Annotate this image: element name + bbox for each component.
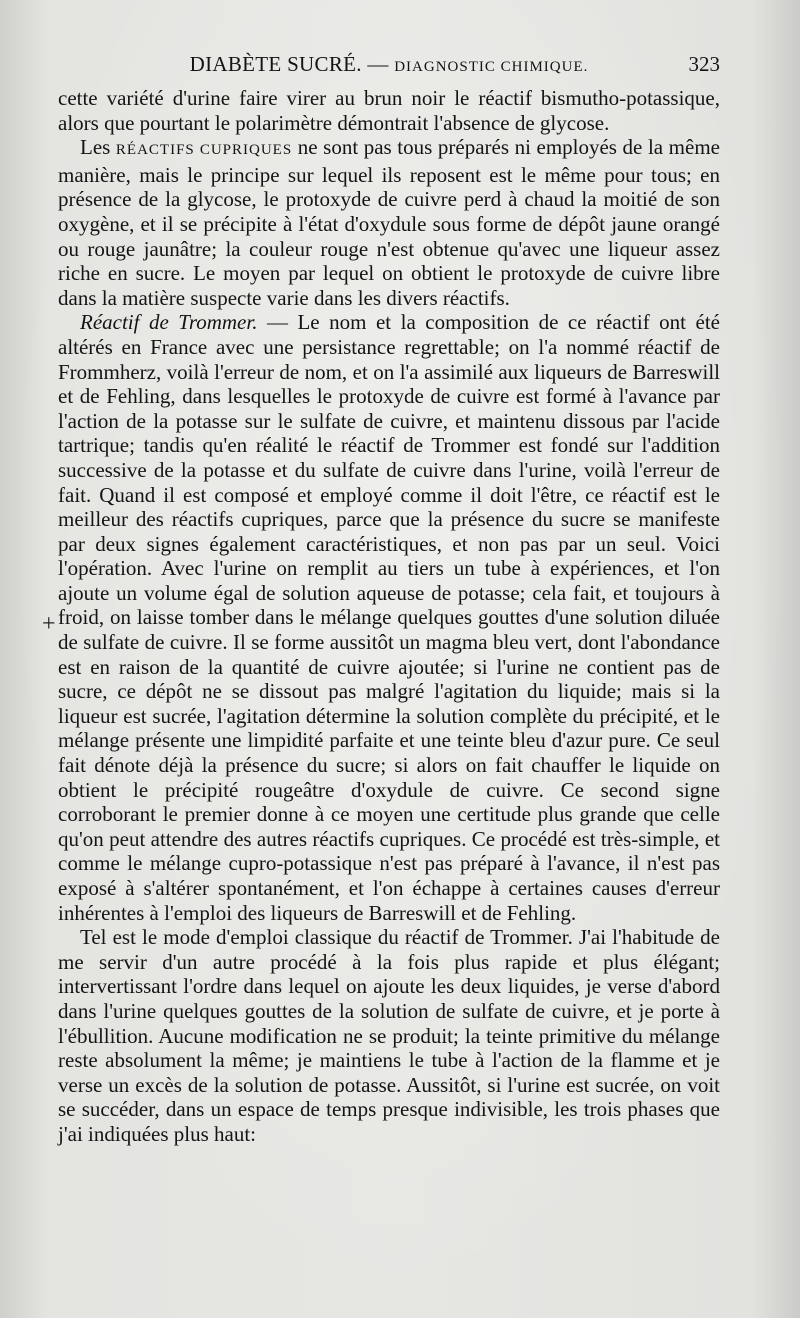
running-title-main: DIABÈTE SUCRÉ. xyxy=(189,52,362,76)
paragraph-reactif-trommer xyxy=(58,310,720,925)
body-text xyxy=(58,86,720,1147)
running-header xyxy=(58,50,720,78)
paragraph-text: Tel est le mode d'emploi classique du réactif de Trommer. J'ai l'habitude de me servir d'un autre procédé à la fois plus rapide et plus élégant; intervertissant l'ordre dans lequel on ajoute les deux liquides, je verse d'abord dans l'urine quelques gouttes de la solution de sulfate de cuivre, et je porte à l'ébullition. Aucune modification ne se produit; la teinte primitive du mélange reste absolument la même; je maintiens le tube à l'action de la flamme et je verse un excès de la solution de potasse. Aussitôt, si l'urine est sucrée, on voit se succéder, dans un espace de temps presque indivisible, les trois phases que j'ai indiquées plus haut: xyxy=(58,925,720,1146)
paragraph-text: ne sont pas tous préparés ni employés de la même manière, mais le principe sur lequel ils reposent est le même pour tous; en présence de la glycose, le protoxyde de cuivre perd à chaud la moitié de son oxygène, et il se précipite à l'état d'oxydule sous forme de dépôt jaune orangé ou rouge jaunâtre; la couleur rouge n'est obtenue qu'avec une liqueur assez riche en sucre. Le moyen par lequel on obtient le protoxyde de cuivre libre dans la matière suspecte varie dans les divers réactifs. xyxy=(58,135,720,310)
section-heading-italic: Réactif de Trommer. xyxy=(80,310,258,335)
running-title-separator: — xyxy=(361,52,395,76)
margin-annotation-mark: + xyxy=(42,611,56,637)
paragraph-mode-emploi xyxy=(58,925,720,1146)
paragraph-smallcaps-term: RÉACTIFS CUPRIQUES xyxy=(115,142,293,159)
paragraph-reactifs-cupriques xyxy=(58,135,720,310)
running-title-sub: DIAGNOSTIC CHIMIQUE. xyxy=(394,59,589,75)
paragraph-text: — Le nom et la composition de ce réactif ont été altérés en France avec une persistance regrettable; on l'a nommé réactif de Frommherz, voilà l'erreur de nom, et on l'a assimilé aux liqueurs de Barreswill et de Fehling, dans lesquelles le protoxyde de cuivre est formé à l'avance par l'action de la potasse sur le sulfate de cuivre, et maintenu dissous par l'acide tartrique; tandis qu'en réalité le réactif de Trommer est fondé sur l'addition successive de la potasse et du sulfate de cuivre dans l'urine, voilà l'erreur de fait. Quand il est composé et employé comme il doit l'être, ce réactif est le meilleur des réactifs cupriques, parce que la présence du sucre se manifeste par deux signes également caractéristiques, et non pas par un seul. Voici l'opération. Avec l'urine on remplit au tiers un tube à expériences, et l'on ajoute un volume égal de solution aqueuse de potasse; cela fait, et toujours à froid, on laisse tomber dans le mélange quelques gouttes d'une solution diluée de sulfate de cuivre. Il se forme aussitôt un magma bleu vert, dont l'abondance est en raison de la quantité de cuivre ajoutée; si l'urine ne contient pas de sucre, ce dépôt ne se dissout pas malgré l'agitation du liquide; mais si la liqueur est sucrée, l'agitation détermine la solution complète du précipité, et le mélange présente une limpidité parfaite et une teinte bleu d'azur pure. Ce seul fait dénote déjà la présence du sucre; si alors on fait chauffer le liquide on obtient le précipité rougeâtre d'oxydule de cuivre. Ce second signe corroborant le premier donne à ce moyen une certitude plus grande que celle qu'on peut attendre des autres réactifs cupriques. Ce procédé est très-simple, et comme le mélange cupro-potassique n'est pas préparé à l'avance, il n'est pas exposé à s'altérer spontanément, et l'on échappe à certaines causes d'erreur inhérentes à l'emploi des liqueurs de Barreswill et de Fehling. xyxy=(58,310,720,925)
paragraph-lead: Les xyxy=(80,135,116,160)
running-title xyxy=(58,50,720,81)
paragraph-text: cette variété d'urine faire virer au brun noir le réactif bismutho-potassique, alors que pourtant le polarimètre démontrait l'absence de glycose. xyxy=(58,86,720,135)
page-number: 323 xyxy=(688,52,720,76)
paragraph-continuation xyxy=(58,86,720,135)
